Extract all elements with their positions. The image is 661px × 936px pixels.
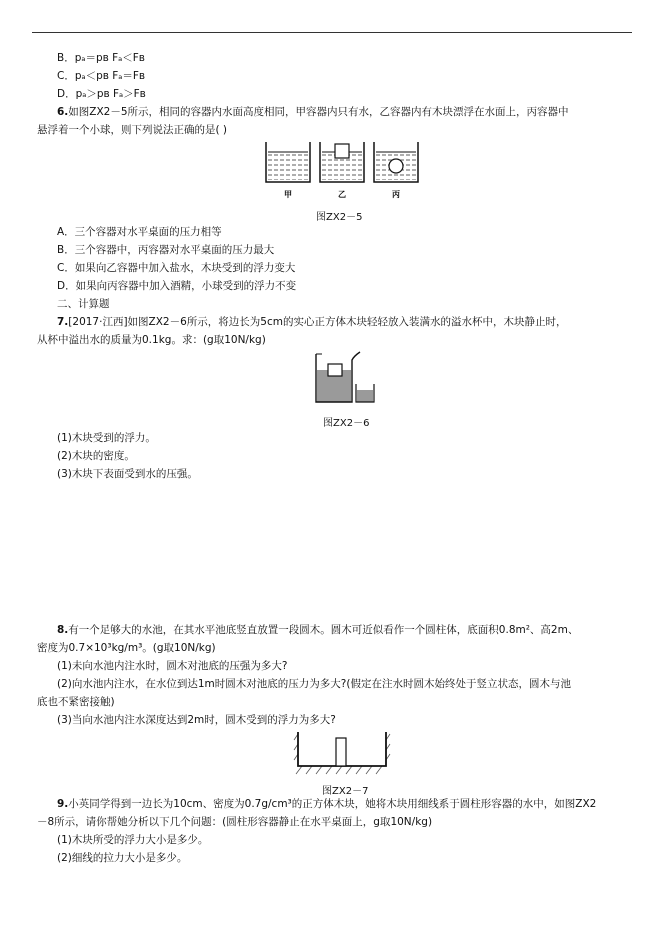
fig-label-bing: 丙 xyxy=(392,190,400,199)
container-bing xyxy=(374,142,418,182)
container-jia xyxy=(266,142,310,182)
small-cup-water xyxy=(357,390,373,402)
q8-part1: (1)未向水池内注水时，圆木对池底的压强为多大? xyxy=(57,660,288,672)
q8-part2: (2)向水池内注水，在水位到达1m时圆木对池底的压力为多大?(假定在注水时圆木始终处于竖立状态，圆木与池 xyxy=(57,678,571,690)
q7-part1: (1)木块受到的浮力。 xyxy=(57,432,156,444)
q9-part1: (1)木块所受的浮力大小是多少。 xyxy=(57,834,209,846)
fig-label-yi: 乙 xyxy=(338,190,346,199)
q5-option-b: B．pₐ＝pʙ Fₐ＜Fʙ xyxy=(57,52,145,64)
q5-option-d: D．pₐ＞pʙ Fₐ＞Fʙ xyxy=(57,88,146,100)
q6-option-b: B．三个容器中，丙容器对水平桌面的压力最大 xyxy=(57,244,275,256)
q6-option-c: C．如果向乙容器中加入盐水，木块受到的浮力变大 xyxy=(57,262,296,274)
q7-stem-line2: 从杯中溢出水的质量为0.1kg。求：(g取10N/kg) xyxy=(37,334,266,346)
q6-number: 6. xyxy=(57,106,69,118)
wood-cube xyxy=(328,364,342,376)
fig-zx2-5 xyxy=(262,138,432,202)
q9-part2: (2)细线的拉力大小是多少。 xyxy=(57,852,188,864)
q8-caption: 图ZX2－7 xyxy=(322,786,369,797)
fig-zx2-7 xyxy=(294,730,390,774)
log-cylinder xyxy=(336,738,346,766)
q7-part2: (2)木块的密度。 xyxy=(57,450,135,462)
q7-stem-line1: 7.[2017·江西]如图ZX2－6所示，将边长为5cm的实心正方体木块轻轻放入装满水的溢水杯中，木块静止时， xyxy=(57,316,567,328)
q7-caption: 图ZX2－6 xyxy=(323,418,370,429)
suspended-ball xyxy=(389,159,403,173)
q9-number: 9. xyxy=(57,798,69,810)
fig-label-jia: 甲 xyxy=(284,190,292,199)
q8-stem-line2: 密度为0.7×10³kg/m³。(g取10N/kg) xyxy=(37,642,216,654)
q9-stem-line1: 9.小英同学得到一边长为10cm、密度为0.7g/cm³的正方体木块，她将木块用细线系于圆柱形容器的水中，如图ZX2 xyxy=(57,798,597,810)
floating-block xyxy=(335,144,349,158)
fig-zx2-6 xyxy=(310,348,382,406)
q7-number: 7. xyxy=(57,316,69,328)
q6-stem-line1: 6.如图ZX2－5所示，相同的容器内水面高度相同，甲容器内只有水，乙容器内有木块漂浮在水面上，丙容器中 xyxy=(57,106,569,118)
q6-stem-line2: 悬浮着一个小球，则下列说法正确的是( ) xyxy=(37,124,228,136)
header-rule xyxy=(32,32,632,33)
q8-number: 8. xyxy=(57,624,69,636)
q8-part3: (3)当向水池内注水深度达到2m时，圆木受到的浮力为多大? xyxy=(57,714,336,726)
section-title: 二、计算题 xyxy=(57,298,110,310)
q8-stem-line1: 8.有一个足够大的水池，在其水平池底竖直放置一段圆木。圆木可近似看作一个圆柱体，底面积0.8m²、高2m、 xyxy=(57,624,579,636)
q7-part3: (3)木块下表面受到水的压强。 xyxy=(57,468,198,480)
q6-caption: 图ZX2－5 xyxy=(316,212,363,223)
q6-option-a: A．三个容器对水平桌面的压力相等 xyxy=(57,226,222,238)
q9-stem-line2: －8所示，请你帮她分析以下几个问题：(圆柱形容器静止在水平桌面上，g取10N/kg) xyxy=(37,816,433,828)
q8-part2-cont: 底也不紧密接触) xyxy=(37,696,115,708)
container-yi xyxy=(320,142,364,182)
q6-option-d: D．如果向丙容器中加入酒精，小球受到的浮力不变 xyxy=(57,280,297,292)
q5-option-c: C．pₐ＜pʙ Fₐ＝Fʙ xyxy=(57,70,145,82)
